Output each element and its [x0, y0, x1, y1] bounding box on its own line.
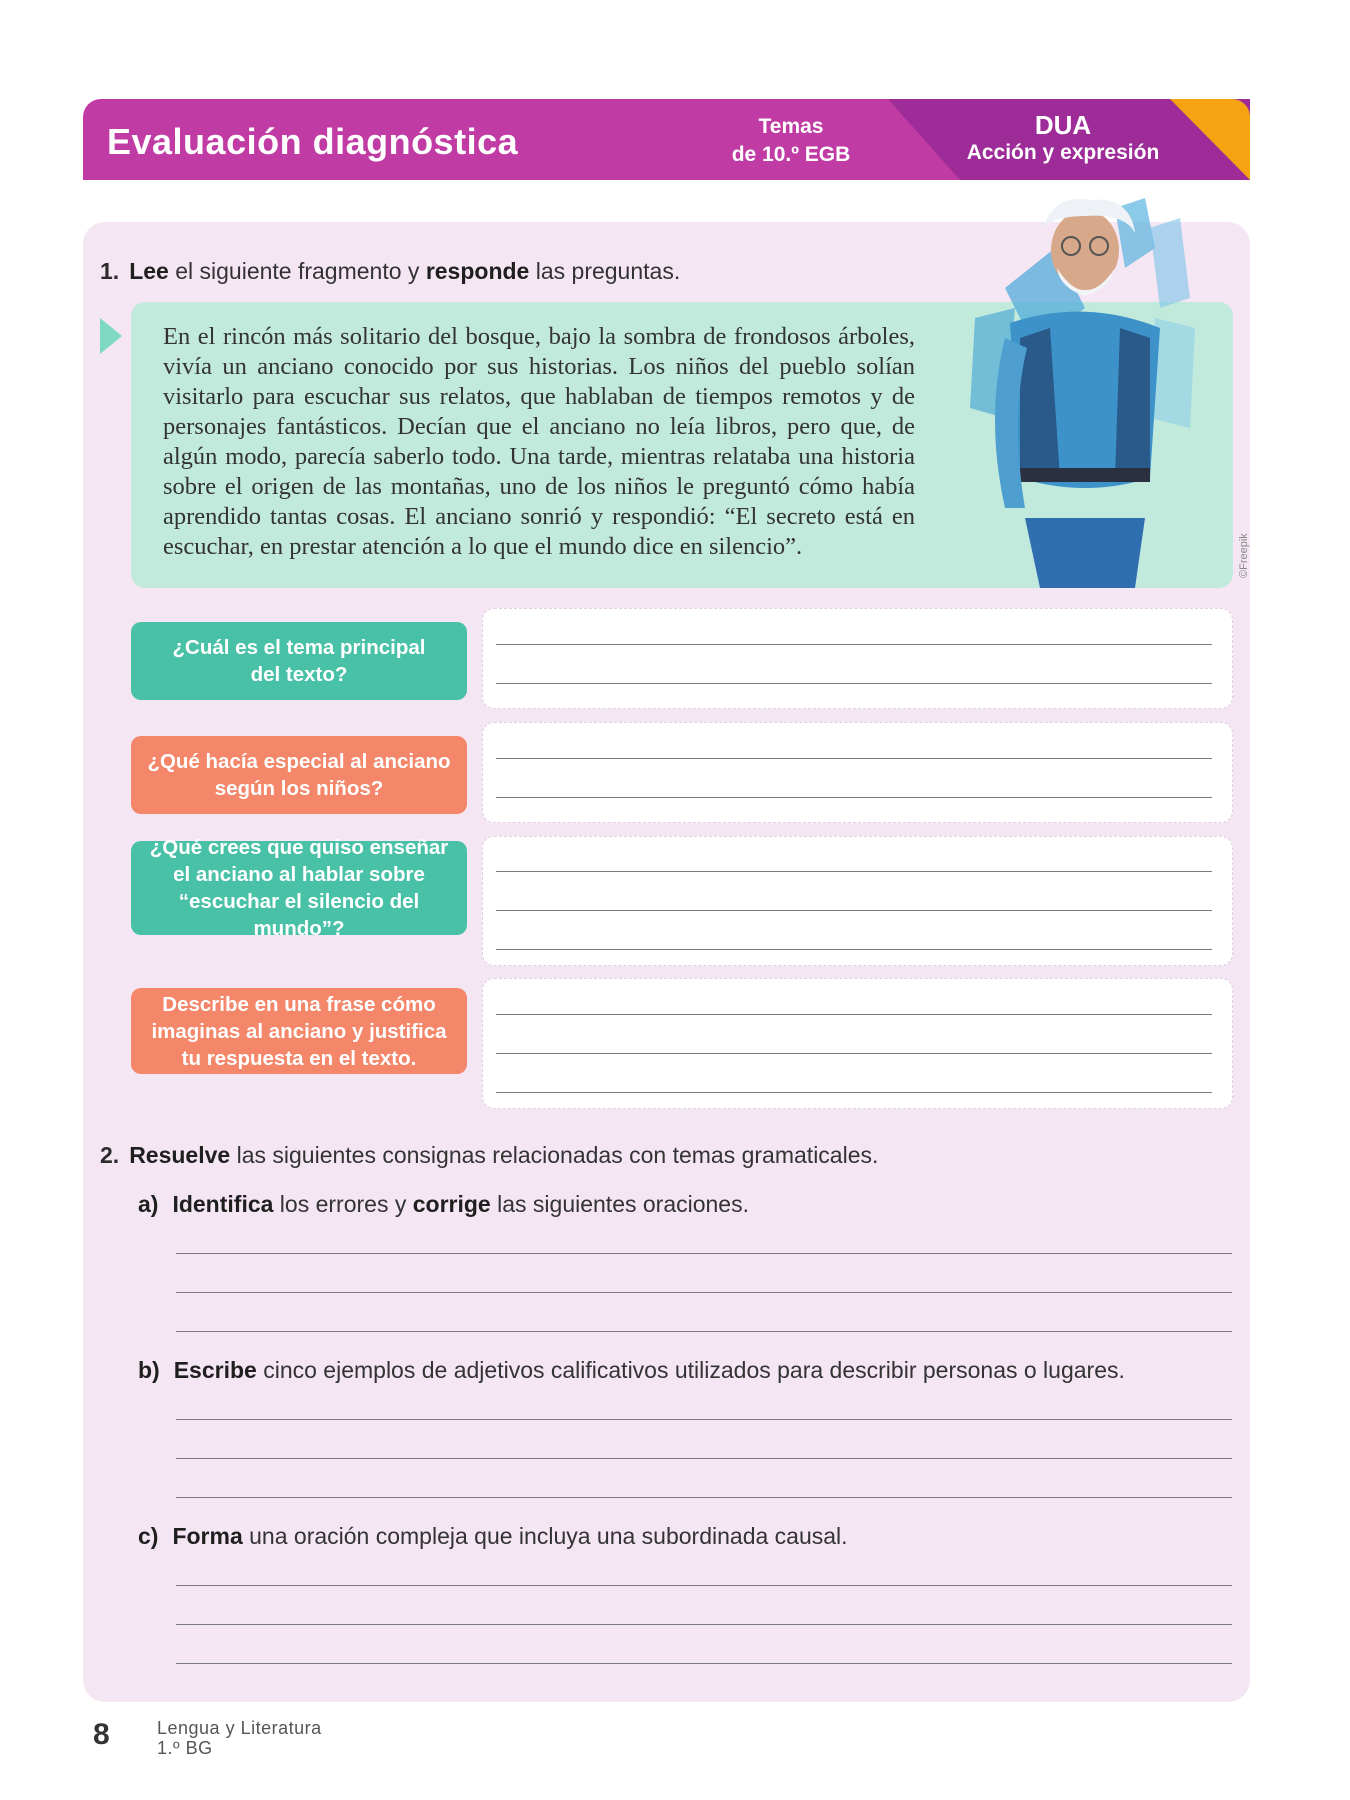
section2-instruction	[100, 1142, 878, 1169]
item-c-bold: Forma	[172, 1523, 243, 1549]
writing-line[interactable]	[176, 1458, 1232, 1459]
answer-1-box[interactable]	[482, 608, 1233, 709]
page-number: 8	[93, 1718, 110, 1751]
question-3-box	[131, 836, 467, 940]
dua-label	[953, 111, 1173, 167]
answer-line	[496, 871, 1212, 872]
old-man-illustration-icon	[965, 188, 1205, 588]
question-3-text: ¿Qué crees que quiso enseñar el anciano al hablar sobre “escuchar el silencio del mundo”?	[149, 836, 449, 940]
item-b-text: cinco ejemplos de adjetivos calificativos utilizados para describir personas o lugares.	[256, 1357, 1125, 1383]
item-b-bold: Escribe	[173, 1357, 257, 1383]
topics-label	[681, 113, 901, 169]
writing-line[interactable]	[176, 1419, 1232, 1420]
question-4-box	[131, 988, 467, 1074]
instruction-bold-resuelve: Resuelve	[129, 1142, 231, 1168]
writing-line[interactable]	[176, 1585, 1232, 1586]
answer-line	[496, 910, 1212, 911]
section2-instruction-text: las siguientes consignas relacionadas con temas gramaticales.	[230, 1142, 879, 1168]
writing-line[interactable]	[176, 1292, 1232, 1293]
item-c-text: una oración compleja que incluya una subordinada causal.	[242, 1523, 848, 1549]
writing-line[interactable]	[176, 1624, 1232, 1625]
answer-2-box[interactable]	[482, 722, 1233, 823]
page-title: Evaluación diagnóstica	[107, 121, 519, 162]
item-b-label: b)	[138, 1357, 160, 1383]
topics-line1: Temas	[758, 115, 824, 138]
footer-book-info	[157, 1718, 322, 1758]
writing-line[interactable]	[176, 1497, 1232, 1498]
instruction-text2: las preguntas.	[529, 258, 681, 284]
item-a-label: a)	[138, 1191, 159, 1217]
dua-subtitle: Acción y expresión	[966, 141, 1160, 164]
answer-line	[496, 683, 1212, 684]
section1-number: 1.	[100, 258, 120, 284]
image-credit: ©Freepik	[1238, 533, 1250, 578]
item-a-bold1: Identifica	[172, 1191, 274, 1217]
topics-line2: de 10.º EGB	[731, 143, 851, 166]
section2-number: 2.	[100, 1142, 120, 1168]
question-2-box	[131, 736, 467, 814]
instruction-bold-responde: responde	[425, 258, 530, 284]
answer-line	[496, 1053, 1212, 1054]
header-band	[83, 99, 1250, 180]
instruction-bold-lee: Lee	[129, 258, 169, 284]
play-arrow-icon	[100, 318, 122, 354]
instruction-text1: el siguiente fragmento y	[168, 258, 426, 284]
answer-line	[496, 1092, 1212, 1093]
answer-line	[496, 949, 1212, 950]
item-c-instruction	[138, 1523, 848, 1550]
item-c-label: c)	[138, 1523, 159, 1549]
section1-instruction	[100, 258, 680, 285]
reading-fragment: En el rincón más solitario del bosque, bajo la sombra de frondosos árboles, vivía un anciano conocido por sus historias. Los niños del pueblo solían visitarlo para escuchar sus relatos, que hablaban de tiempos remotos y de personajes fantásticos. Decían que el anciano no leía libros, pero que, de algún modo, parecía saberlo todo. Una tarde, mientras relataba una historia sobre el origen de las montañas, uno de los niños le preguntó cómo había aprendido tantas cosas. El anciano sonrió y respondió: “El secreto está en escuchar, en prestar atención a lo que el mundo dice en silencio”.	[163, 323, 915, 560]
answer-3-box[interactable]	[482, 836, 1233, 966]
item-a-text1: los errores y	[273, 1191, 413, 1217]
item-a-bold2: corrige	[412, 1191, 491, 1217]
answer-line	[496, 758, 1212, 759]
question-2-text: ¿Qué hacía especial al anciano según los niños?	[147, 750, 451, 800]
item-a-instruction	[138, 1191, 749, 1218]
question-1-box	[131, 622, 467, 700]
writing-line[interactable]	[176, 1253, 1232, 1254]
dua-title: DUA	[1034, 110, 1092, 140]
footer-grade: 1.º BG	[157, 1738, 213, 1758]
answer-line	[496, 1014, 1212, 1015]
question-4-text: Describe en una frase cómo imaginas al anciano y justifica tu respuesta en el texto.	[151, 992, 447, 1070]
answer-line	[496, 797, 1212, 798]
answer-line	[496, 644, 1212, 645]
question-1-text: ¿Cuál es el tema principal del texto?	[172, 636, 426, 686]
item-a-text2: las siguientes oraciones.	[490, 1191, 749, 1217]
footer-subject: Lengua y Literatura	[157, 1718, 322, 1738]
writing-line[interactable]	[176, 1663, 1232, 1664]
answer-4-box[interactable]	[482, 978, 1233, 1109]
writing-line[interactable]	[176, 1331, 1232, 1332]
item-b-instruction	[138, 1357, 1125, 1384]
